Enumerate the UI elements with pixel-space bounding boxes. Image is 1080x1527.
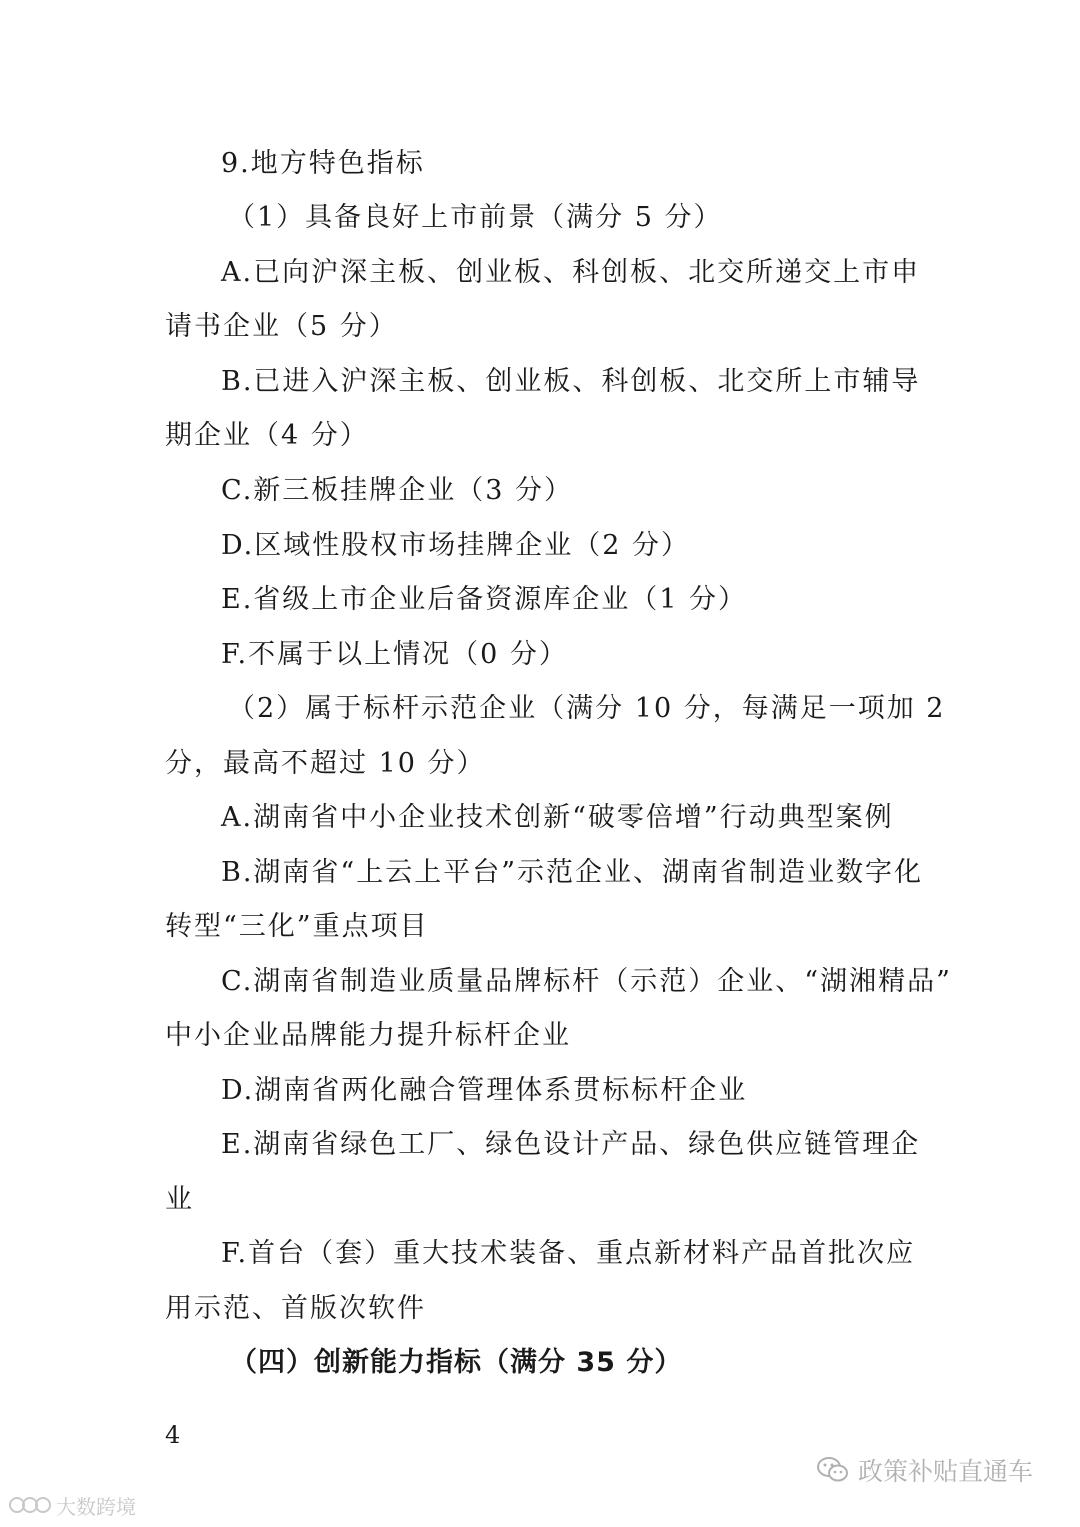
watermark-left-text: 大数跨境 — [56, 1494, 136, 1519]
watermark-right — [816, 1450, 1033, 1490]
paragraph-line: 期企业（4 分） — [165, 420, 369, 451]
section-heading: 9.地方特色指标 — [221, 148, 425, 179]
watermark-right-text: 政策补贴直通车 — [858, 1457, 1034, 1486]
paragraph-line: E.湖南省绿色工厂、绿色设计产品、绿色供应链管理企 — [221, 1129, 921, 1160]
paragraph-line: 请书企业（5 分） — [165, 311, 398, 342]
paragraph-line: 分，最高不超过 10 分） — [165, 748, 486, 779]
paragraph-line: D.区域性股权市场挂牌企业（2 分） — [221, 530, 691, 561]
logo-icon — [8, 1493, 52, 1517]
paragraph-line: E.省级上市企业后备资源库企业（1 分） — [221, 584, 748, 615]
paragraph-line: A.已向沪深主板、创业板、科创板、北交所递交上市申 — [221, 257, 921, 288]
paragraph-line: B.已进入沪深主板、创业板、科创板、北交所上市辅导 — [221, 366, 921, 397]
chapter-heading: （四）创新能力指标（满分 35 分） — [230, 1347, 683, 1378]
paragraph-line: F.不属于以上情况（0 分） — [221, 639, 568, 670]
paragraph-line: 中小企业品牌能力提升标杆企业 — [165, 1020, 571, 1051]
paragraph-line: 业 — [165, 1184, 194, 1215]
page-number: 4 — [165, 1421, 181, 1449]
paragraph-line: C.湖南省制造业质量品牌标杆（示范）企业、“湖湘精品” — [221, 966, 952, 997]
paragraph-line: B.湖南省“上云上平台”示范企业、湖南省制造业数字化 — [221, 857, 924, 888]
paragraph-line: 用示范、首版次软件 — [165, 1293, 426, 1324]
subsection-heading: （2）属于标杆示范企业（满分 10 分，每满足一项加 2 — [228, 693, 946, 724]
wechat-icon — [816, 1455, 850, 1485]
subsection-heading: （1）具备良好上市前景（满分 5 分） — [228, 202, 723, 233]
paragraph-line: D.湖南省两化融合管理体系贯标标杆企业 — [221, 1075, 748, 1106]
paragraph-line: 转型“三化”重点项目 — [165, 911, 429, 942]
watermark-left — [8, 1490, 136, 1520]
paragraph-line: F.首台（套）重大技术装备、重点新材料产品首批次应 — [221, 1238, 916, 1269]
paragraph-line: C.新三板挂牌企业（3 分） — [221, 475, 574, 506]
paragraph-line: A.湖南省中小企业技术创新“破零倍增”行动典型案例 — [221, 802, 894, 833]
